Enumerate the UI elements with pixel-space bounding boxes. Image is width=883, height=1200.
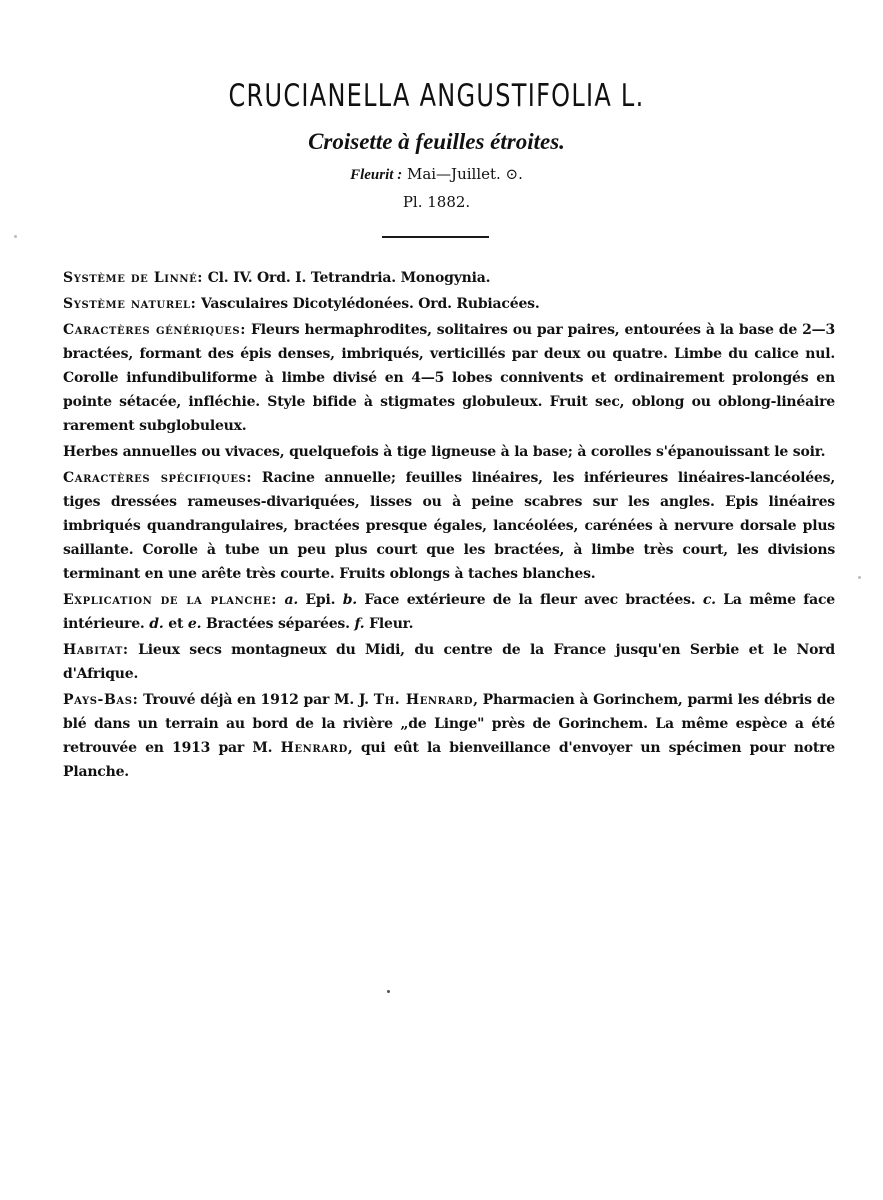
paper-speck [387,990,390,993]
section-text: Herbes annuelles ou vivaces, quelquefois à tige ligneuse à la base; à corolles s'épanouissant le soir. [63,444,826,460]
flowering-value: Mai—Juillet. ⊙. [402,165,523,183]
section-label: Habitat: [63,642,129,658]
common-name-subtitle: Croisette à feuilles étroites. [308,129,565,154]
description-body [63,266,835,784]
plate-key-a: a. [284,592,298,608]
section-linne [63,266,835,290]
section-explication [63,588,835,636]
plate-key-a-text: Epi. [298,592,343,608]
plate-key-f-text: Fleur. [364,616,414,632]
plate-key-f: f. [354,616,365,632]
divider-rule [382,236,489,238]
plate-key-e-text: Bractées séparées. [201,616,355,632]
person-name: Henrard [280,740,348,756]
flowering-period [0,165,873,184]
page-title: CRUCIANELLA ANGUSTIFOLIA L. [228,78,645,114]
plate-key-b: b. [342,592,357,608]
plate-number: Pl. 1882. [402,193,471,211]
flowering-label: Fleurit : [350,167,403,183]
section-herbes [63,440,835,464]
plate-key-c-text: La même face intérieure. [63,592,836,632]
section-label: Caractères génériques: [63,322,246,338]
section-habitat [63,638,835,686]
section-label: Explication de la planche: [63,592,278,608]
paper-speck [14,235,17,238]
plate-key-d-mid: et [163,616,188,632]
section-naturel [63,292,835,316]
section-text-2: , Pharmacien à Gorinchem, parmi les débris de blé dans un terrain au bord de la rivière „de Linge" près de Gorinchem. La même espèce a été retrouvée en 1913 par M. [63,692,835,756]
section-specifiques [63,466,835,586]
person-name: Th. Henrard [373,692,474,708]
section-text: Lieux secs montagneux du Midi, du centre de la France jusqu'en Serbie et le Nord d'Afrique. [63,642,835,682]
section-label: Système naturel: [63,296,197,312]
section-text: Racine annuelle; feuilles linéaires, les inférieures linéaires-lancéolées, tiges dressées rameuses-divariquées, lisses ou à peine scabres sur les angles. Epis linéaires imbriqués quandrangulaires, bractées presque égales, lancéolées, carénées à nervure dorsale plus saillante. Corolle à tube un peu plus court que les bractées, à limbe très court, les divisions terminant en une arête très courte. Fruits oblongs à taches blanches. [63,470,835,582]
plate-key-c: c. [702,592,716,608]
section-text: Cl. IV. Ord. I. Tetrandria. Monogynia. [203,270,491,286]
section-generiques [63,318,835,438]
section-pays-bas [63,688,835,784]
section-text-3: , qui eût la bienveillance d'envoyer un spécimen pour notre Planche. [63,740,835,780]
section-text: Vasculaires Dicotylédonées. Ord. Rubiacées. [196,296,540,312]
section-label: Caractères spécifiques: [63,470,253,486]
section-text: Fleurs hermaphrodites, solitaires ou par paires, entourées à la base de 2—3 bractées, formant des épis denses, imbriqués, verticillés par deux ou quatre. Limbe du calice nul. Corolle infundibuliforme à limbe divisé en 4—5 lobes connivents et ordinairement prolongés en pointe sétacée, infléchie. Style bifide à stigmates globuleux. Fruit sec, oblong ou oblong-linéaire rarement subglobuleux. [63,322,836,434]
plate-key-e: e. [187,616,202,632]
section-text-1: Trouvé déjà en 1912 par M. J. [138,692,374,708]
section-label: Pays-Bas: [63,692,139,708]
paper-speck [858,576,861,579]
plate-key-b-text: Face extérieure de la fleur avec bractées. [356,592,703,608]
plate-key-d: d. [149,616,164,632]
section-label: Système de Linné: [63,270,204,286]
